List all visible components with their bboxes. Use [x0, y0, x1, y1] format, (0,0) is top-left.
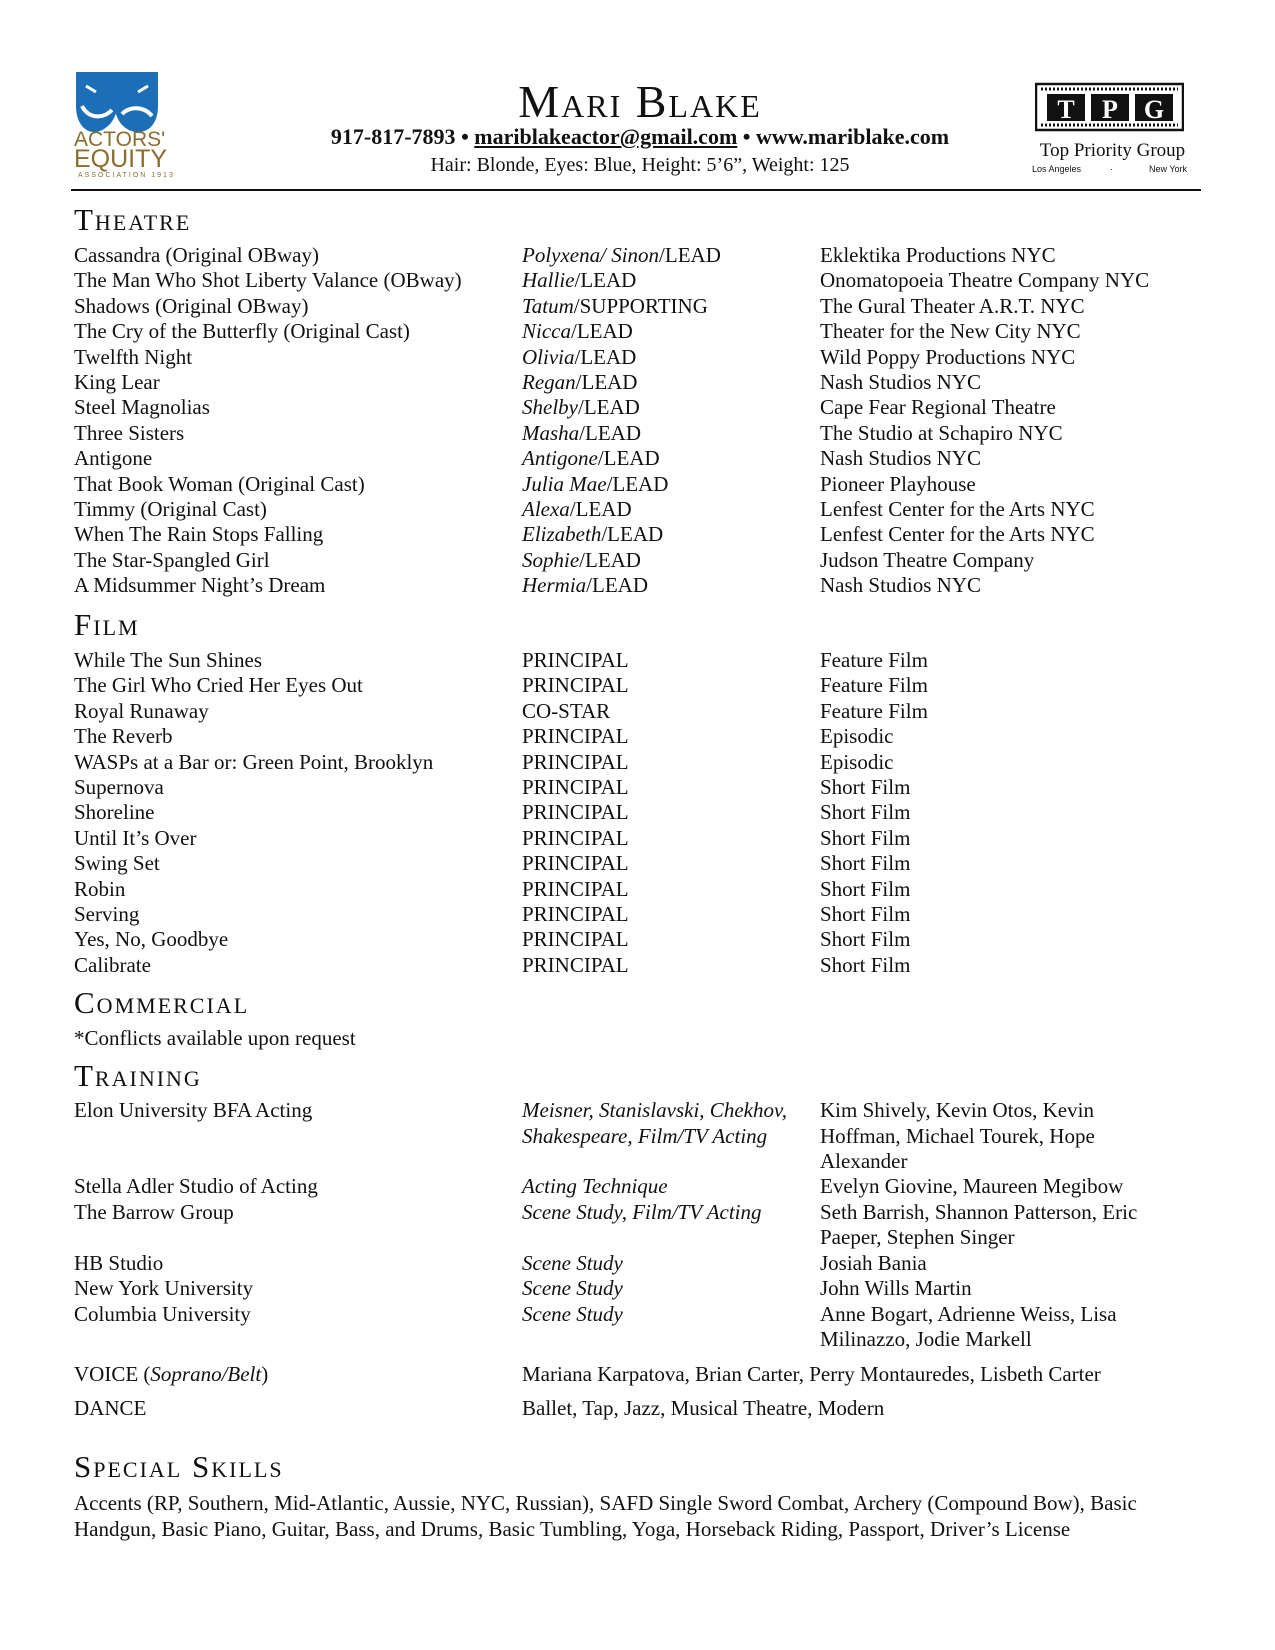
film-type: Episodic — [820, 724, 894, 749]
film-role: PRINCIPAL — [522, 851, 629, 876]
show-title: That Book Woman (Original Cast) — [74, 471, 365, 496]
training-focus: Shakespeare, Film/TV Acting — [522, 1123, 768, 1148]
film-role: PRINCIPAL — [522, 800, 629, 825]
teachers: Anne Bogart, Adrienne Weiss, Lisa Milinazzo, Jodie Markell — [820, 1301, 1117, 1351]
company: Eklektika Productions NYC — [820, 243, 1056, 267]
company: Judson Theatre Company — [820, 547, 1035, 572]
company: Wild Poppy Productions NYC — [820, 344, 1076, 369]
actor-name: Mari Blake — [518, 76, 762, 127]
film-type: Short Film — [820, 952, 911, 977]
dance-styles: Ballet, Tap, Jazz, Musical Theatre, Modern — [522, 1396, 885, 1420]
theatre-row — [0, 293, 1275, 319]
film-type: Feature Film — [820, 673, 928, 698]
character: Tatum — [522, 293, 574, 318]
film-type: Short Film — [820, 800, 911, 825]
role-level: /LEAD — [606, 471, 669, 496]
school-name: Columbia University — [74, 1301, 251, 1326]
film-row — [0, 926, 1275, 952]
film-type: Episodic — [820, 749, 894, 774]
character: Elizabeth — [522, 522, 602, 547]
theatre-row — [0, 445, 1275, 471]
training-focus: Meisner, Stanislavski, Chekhov, — [522, 1098, 787, 1122]
agency-name: Top Priority Group — [1039, 140, 1186, 161]
film-row — [0, 850, 1275, 876]
show-title: Timmy (Original Cast) — [74, 497, 267, 521]
agency-city-la: Los Angeles — [1032, 164, 1082, 174]
role-level: /SUPPORTING — [573, 293, 708, 318]
film-type: Feature Film — [820, 698, 928, 723]
separator-dot: • — [742, 124, 751, 149]
commercial-heading: Commercial — [74, 985, 250, 1020]
training-heading: Training — [74, 1058, 202, 1093]
film-role: PRINCIPAL — [522, 825, 629, 850]
teachers: John Wills Martin — [820, 1276, 972, 1300]
theatre-row — [0, 572, 1275, 598]
agency-city-ny: New York — [1149, 164, 1188, 174]
film-title: WASPs at a Bar or: Green Point, Brooklyn — [74, 749, 434, 774]
character: Alexa — [522, 497, 570, 521]
film-role: PRINCIPAL — [522, 648, 629, 672]
role-level: /LEAD — [579, 420, 641, 445]
company: Theater for the New City NYC — [820, 319, 1081, 344]
school-name: New York University — [74, 1276, 254, 1300]
show-title: King Lear — [74, 370, 160, 394]
film-role: PRINCIPAL — [522, 876, 629, 901]
film-row — [0, 698, 1275, 724]
role-level: /LEAD — [659, 243, 721, 267]
tpg-letter-g: G — [1143, 95, 1165, 124]
character: Olivia — [522, 344, 575, 369]
theatre-row — [0, 420, 1275, 446]
dance-label: DANCE — [74, 1396, 147, 1420]
film-role: PRINCIPAL — [522, 724, 629, 749]
theatre-row — [0, 394, 1275, 420]
film-role: CO-STAR — [522, 698, 611, 723]
show-title: Three Sisters — [74, 420, 185, 445]
company: Nash Studios NYC — [820, 370, 982, 394]
film-role: PRINCIPAL — [522, 902, 629, 926]
website-link[interactable]: www.mariblake.com — [755, 124, 950, 149]
film-role: PRINCIPAL — [522, 673, 629, 698]
theatre-row — [0, 369, 1275, 395]
separator-dot: • — [461, 124, 469, 149]
show-title: When The Rain Stops Falling — [74, 522, 324, 547]
teachers: Josiah Bania — [820, 1250, 927, 1275]
company: Onomatopoeia Theatre Company NYC — [820, 268, 1150, 293]
role-level: /LEAD — [577, 395, 640, 420]
character: Hallie — [522, 268, 575, 293]
show-title: The Star-Spangled Girl — [74, 547, 270, 572]
film-title: Serving — [74, 902, 140, 926]
theatre-row — [0, 344, 1275, 370]
film-row — [0, 952, 1275, 978]
character: Julia Mae — [522, 471, 607, 496]
role-level: /LEAD — [586, 573, 648, 598]
film-row — [0, 901, 1275, 927]
school-name: Stella Adler Studio of Acting — [74, 1174, 318, 1198]
film-title: Supernova — [74, 775, 164, 799]
character: Hermia — [522, 573, 587, 598]
show-title: The Man Who Shot Liberty Valance (OBway) — [74, 268, 462, 293]
film-row — [0, 774, 1275, 800]
show-title: A Midsummer Night’s Dream — [74, 573, 326, 598]
show-title: The Cry of the Butterfly (Original Cast) — [74, 319, 410, 344]
film-title: Royal Runaway — [74, 698, 209, 723]
film-title: Robin — [74, 876, 126, 901]
show-title: Cassandra (Original OBway) — [74, 243, 319, 267]
character: Nicca — [522, 319, 571, 344]
film-row — [0, 749, 1275, 775]
film-type: Short Film — [820, 876, 911, 901]
film-title: While The Sun Shines — [74, 648, 263, 672]
voice-label: VOICE (Soprano/Belt) — [74, 1362, 269, 1386]
teachers: Kim Shively, Kevin Otos, Kevin Hoffman, Michael Tourek, Hope Alexander — [820, 1098, 1095, 1173]
film-role: PRINCIPAL — [522, 927, 629, 952]
show-title: Steel Magnolias — [74, 395, 210, 420]
character: Regan — [522, 370, 576, 394]
school-name: HB Studio — [74, 1250, 164, 1275]
special-skills-text: Accents (RP, Southern, Mid-Atlantic, Aussie, NYC, Russian), SAFD Single Sword Combat, Archery (Compound Bow), Basic Handgun, Basic Piano, Guitar, Bass, and Drums, Basic Tumbling, Yoga, Horseback Riding, Passport, Driver’s License — [74, 1491, 1137, 1541]
company: Nash Studios NYC — [820, 573, 982, 598]
film-row — [0, 723, 1275, 749]
header-divider — [71, 189, 1201, 191]
company: Nash Studios NYC — [820, 446, 982, 471]
role-level: /LEAD — [574, 344, 637, 369]
theatre-row — [0, 318, 1275, 344]
training-focus: Acting Technique — [522, 1174, 668, 1198]
film-row — [0, 825, 1275, 851]
tpg-logo — [1035, 82, 1184, 132]
tpg-letter-t: T — [1057, 95, 1075, 124]
film-title: The Reverb — [74, 724, 173, 749]
character: Masha — [522, 420, 580, 445]
role-level: /LEAD — [574, 268, 637, 293]
character: Sophie — [522, 547, 580, 572]
theatre-row — [0, 547, 1275, 573]
film-type: Short Film — [820, 775, 911, 799]
theatre-row — [0, 471, 1275, 497]
role-level: /LEAD — [597, 446, 660, 471]
theatre-row — [0, 521, 1275, 547]
role-level: /LEAD — [601, 522, 664, 547]
contact-line — [280, 123, 1000, 151]
email-link[interactable]: mariblakeactor@gmail.com — [474, 124, 738, 149]
role-level: /LEAD — [575, 370, 638, 394]
character: Shelby — [522, 395, 578, 420]
special-skills-heading: Special Skills — [74, 1449, 284, 1484]
film-type: Short Film — [820, 825, 911, 850]
film-role: PRINCIPAL — [522, 952, 629, 977]
film-title: Swing Set — [74, 851, 160, 876]
film-title: Until It’s Over — [74, 825, 197, 850]
film-row — [0, 672, 1275, 698]
film-type: Short Film — [820, 851, 911, 876]
tpg-letter-p: P — [1102, 95, 1118, 124]
film-row — [0, 876, 1275, 902]
aea-logo-line1: ACTORS' — [74, 128, 166, 151]
film-role: PRINCIPAL — [522, 749, 629, 774]
character: Antigone — [522, 446, 598, 471]
theatre-row — [0, 496, 1275, 522]
role-level: /LEAD — [569, 497, 632, 521]
film-type: Short Film — [820, 902, 911, 926]
voice-range: Soprano/Belt — [150, 1362, 262, 1386]
film-type: Short Film — [820, 927, 911, 952]
film-type: Feature Film — [820, 648, 928, 672]
voice-teachers: Mariana Karpatova, Brian Carter, Perry Montauredes, Lisbeth Carter — [522, 1362, 1101, 1386]
school-name: The Barrow Group — [74, 1199, 234, 1224]
training-focus: Scene Study, Film/TV Acting — [522, 1199, 762, 1224]
theatre-heading: Theatre — [74, 202, 192, 237]
training-focus: Scene Study — [522, 1276, 623, 1300]
company: The Gural Theater A.R.T. NYC — [820, 293, 1085, 318]
show-title: Twelfth Night — [74, 344, 193, 369]
film-role: PRINCIPAL — [522, 775, 629, 799]
aea-logo-line2: EQUITY — [74, 145, 168, 173]
physical-stats: Hair: Blonde, Eyes: Blue, Height: 5’6”, Weight: 125 — [430, 154, 850, 176]
show-title: Shadows (Original OBway) — [74, 293, 309, 318]
role-level: /LEAD — [570, 319, 633, 344]
aea-logo-line3: ASSOCIATION 1913 — [78, 172, 175, 179]
film-title: Shoreline — [74, 800, 155, 825]
film-title: The Girl Who Cried Her Eyes Out — [74, 673, 363, 698]
film-title: Calibrate — [74, 952, 151, 977]
character: Polyxena/ Sinon — [522, 243, 660, 267]
agency-city-separator: · — [1110, 164, 1113, 174]
training-focus: Scene Study — [522, 1250, 623, 1275]
training-focus: Scene Study — [522, 1301, 623, 1326]
teachers: Seth Barrish, Shannon Patterson, Eric Paeper, Stephen Singer — [820, 1199, 1138, 1249]
role-level: /LEAD — [579, 547, 641, 572]
film-heading: Film — [74, 607, 140, 642]
company: The Studio at Schapiro NYC — [820, 420, 1063, 445]
company: Lenfest Center for the Arts NYC — [820, 522, 1095, 547]
commercial-note: *Conflicts available upon request — [74, 1026, 356, 1050]
film-row — [0, 799, 1275, 825]
teachers: Evelyn Giovine, Maureen Megibow — [820, 1174, 1124, 1198]
company: Cape Fear Regional Theatre — [820, 395, 1056, 420]
school-name: Elon University BFA Acting — [74, 1098, 313, 1122]
film-row — [0, 647, 1275, 673]
company: Pioneer Playhouse — [820, 471, 976, 496]
company: Lenfest Center for the Arts NYC — [820, 497, 1095, 521]
film-title: Yes, No, Goodbye — [74, 927, 229, 952]
theatre-row — [0, 242, 1275, 268]
theatre-row — [0, 267, 1275, 293]
phone-number[interactable]: 917-817-7893 — [330, 124, 456, 149]
show-title: Antigone — [74, 446, 153, 471]
